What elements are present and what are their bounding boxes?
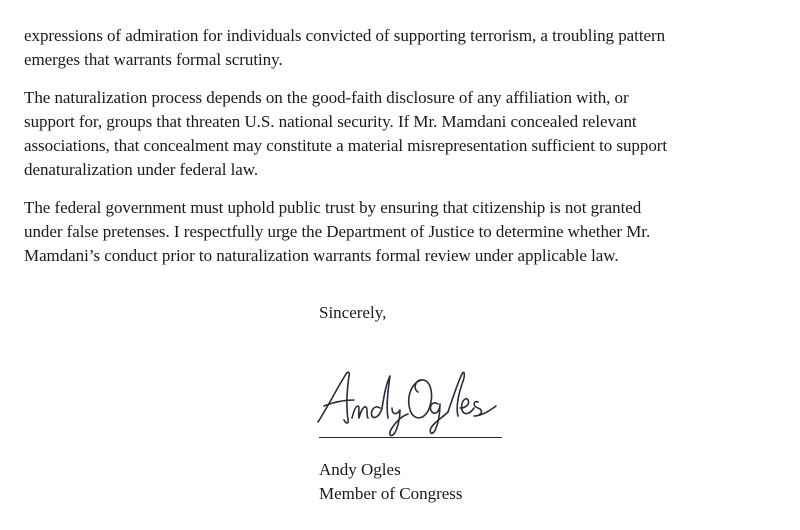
paragraph-1: [24, 24, 784, 72]
letter-body: [24, 24, 784, 282]
closing-salutation: Sincerely,: [319, 303, 387, 322]
signer-title: Member of Congress: [319, 484, 463, 503]
paragraph-line: under false pretenses. I respectfully urge the Department of Justice to determine whether Mr.: [24, 222, 651, 241]
signature-line: [319, 437, 502, 438]
paragraph-line: Mamdani’s conduct prior to naturalization warrants formal review under applicable law.: [24, 246, 619, 265]
paragraph-line: The federal government must uphold public trust by ensuring that citizenship is not granted: [24, 198, 642, 217]
paragraph-line: associations, that concealment may constitute a material misrepresentation sufficient to support: [24, 136, 668, 155]
paragraph-line: emerges that warrants formal scrutiny.: [24, 50, 283, 69]
paragraph-3: [24, 196, 784, 268]
signer-block: [319, 458, 463, 506]
paragraph-line: expressions of admiration for individuals convicted of supporting terrorism, a troubling pattern: [24, 26, 666, 45]
paragraph-2: [24, 86, 784, 182]
paragraph-line: support for, groups that threaten U.S. national security. If Mr. Mamdani concealed relevant: [24, 112, 637, 131]
paragraph-line: denaturalization under federal law.: [24, 160, 259, 179]
signer-name: Andy Ogles: [319, 460, 401, 479]
paragraph-line: The naturalization process depends on the good-faith disclosure of any affiliation with, or: [24, 88, 629, 107]
handwritten-signature: [310, 360, 510, 440]
